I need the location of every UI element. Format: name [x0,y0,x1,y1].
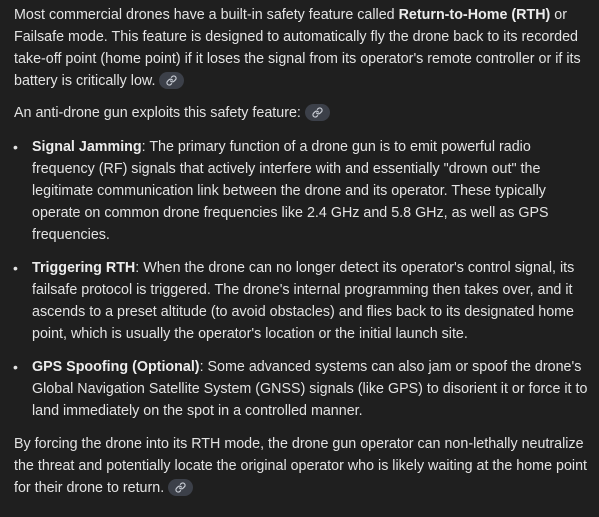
intro-bold-term: Return-to-Home (RTH) [398,7,551,23]
link-icon [166,75,177,86]
list-item-text: : The primary function of a drone gun is to emit powerful radio frequency (RF) signals that actively interfere with and essentially "drown out" the legitimate communication link between the drone and its operator. These typically operate on common drone frequencies like 2.4 GHz and 5.8 GHz, as well as GPS frequencies. [32,139,549,243]
link-icon [175,482,186,493]
bullet-list [14,136,589,422]
list-item [14,136,589,246]
bullet-marker: • [13,139,18,155]
list-item-title: GPS Spoofing (Optional) [32,359,200,375]
intro-paragraph [14,4,589,92]
list-item-title: Signal Jamming [32,139,142,155]
conclusion-paragraph [14,433,589,499]
bullet-marker: • [13,359,18,375]
intro-text-before: Most commercial drones have a built-in safety feature called [14,7,399,23]
intro-text-after: or Failsafe mode. This feature is designed to automatically fly the drone back to its recorded take-off point (home point) if it loses the signal from its operator's remote controller or if its battery is critically low. [14,7,581,89]
list-item-text: : Some advanced systems can also jam or spoof the drone's Global Navigation Satellite System (GNSS) signals (like GPS) to disorient it or force it to land immediately on the spot in a controlled manner. [32,359,588,419]
link-icon [312,107,323,118]
conclusion-text: By forcing the drone into its RTH mode, the drone gun operator can non-lethally neutralize the threat and potentially locate the original operator who is likely waiting at the home point for their drone to return. [14,436,588,496]
list-item [14,356,589,422]
exploit-text: An anti-drone gun exploits this safety feature: [14,105,301,121]
list-item [14,257,589,345]
source-link-button[interactable] [168,479,193,496]
bullet-marker: • [13,260,18,276]
exploit-paragraph [14,102,589,124]
list-item-title: Triggering RTH [32,260,136,276]
source-link-button[interactable] [159,72,184,89]
source-link-button[interactable] [305,104,330,121]
list-item-text: : When the drone can no longer detect its operator's control signal, its failsafe protocol is triggered. The drone's internal programming then takes over, and it ascends to a preset altitude (to avoid obstacles) and flies back to its designated home point, which is usually the operator's location or the initial launch site. [32,260,575,342]
